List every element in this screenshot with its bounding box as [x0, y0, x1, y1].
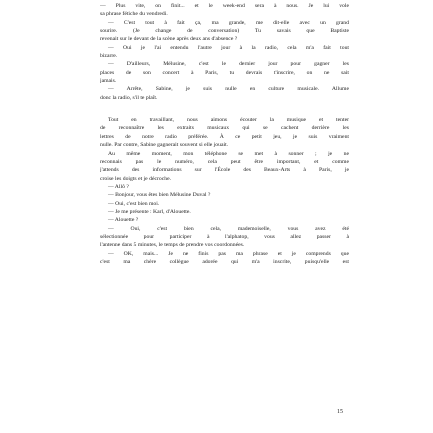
text-line: Tout en travaillant, nous aimons écouter la musique et tenter — [108, 117, 349, 124]
text-line: — Plus vite, on finit... et le week-end sera à nous. Je lui vole — [100, 3, 349, 9]
text-line: sélectionnée pour participer à l'alphatop, vous allez passer à — [100, 233, 349, 240]
text-line: places de son concert à Paris, tu devrais t'inscrire, on ne sait — [100, 69, 349, 76]
text-line: — OK, mais... Je ne finis pas ma phrase et je comprends que — [108, 250, 349, 257]
paragraph-gap — [100, 102, 349, 116]
text-line: lettres de notre radio préférée. À ce petit jeu, je suis vraiment — [100, 133, 349, 140]
text-line: sourire. (Je change de conversation) Tu savais que Baptiste — [100, 28, 349, 35]
text-line: reconnais pas le numéro, cela peut être important, et comme — [100, 158, 349, 165]
text-line: c'est ma chère collègue adorée qui m'a inscrite, puisqu'elle est — [100, 258, 349, 265]
text-line: — Oui, c'est bien cela, mademoiselle, vous avez été — [108, 225, 349, 232]
text-line: sa phrase fétiche du vendredi. — [100, 11, 168, 18]
text-line: — Oui je l'ai entendu l'autre jour à la radio, cela m'a fait tout — [108, 44, 349, 51]
text-line: Au même moment, mon téléphone se met à sonner ; je ne — [108, 150, 349, 157]
text-line: — Je me présente : Karl, d'Alouette. — [108, 208, 191, 215]
text-line: donc la radio, s'il te plaît. — [100, 94, 158, 101]
text-line: — D'ailleurs, Mélusine, c'est le dernier jour pour gagner les — [108, 61, 349, 68]
text-line: nulle. Par contre, Sabine gagnerait souvent si elle jouait. — [100, 142, 229, 149]
text-line: — Bonjour, vous êtes bien Mélusine Duval ? — [108, 192, 211, 199]
text-line: jamais. — [100, 78, 117, 85]
text-line: revenait sur le devant de la scène après deux ans d'absence ? — [100, 36, 238, 43]
text-line: croise les doigts et je décroche. — [100, 175, 172, 182]
text-line: — C'est tout à fait ça, ma grande, me dit-elle avec un grand — [108, 19, 349, 26]
text-line: l'antenne dans 5 minutes, le temps de prendre vos coordonnées. — [100, 242, 245, 249]
page-number: 15 — [337, 409, 343, 415]
text-line: bizarre. — [100, 53, 118, 60]
text-line: — Oui, c'est bien moi. — [108, 200, 160, 207]
text-line: — Arrête, Sabine, je suis nulle en culture musicale. Allume — [108, 86, 349, 93]
text-line: de reconnaître les extraits musicaux qui se cachent derrière les — [100, 125, 349, 132]
text-column — [100, 2, 349, 266]
text-line: — Alouette ? — [108, 217, 139, 224]
text-line: — Allô ? — [108, 183, 129, 190]
text-line: j'attends des informations sur l'École des Beaux-Arts à Paris, je — [100, 167, 349, 174]
